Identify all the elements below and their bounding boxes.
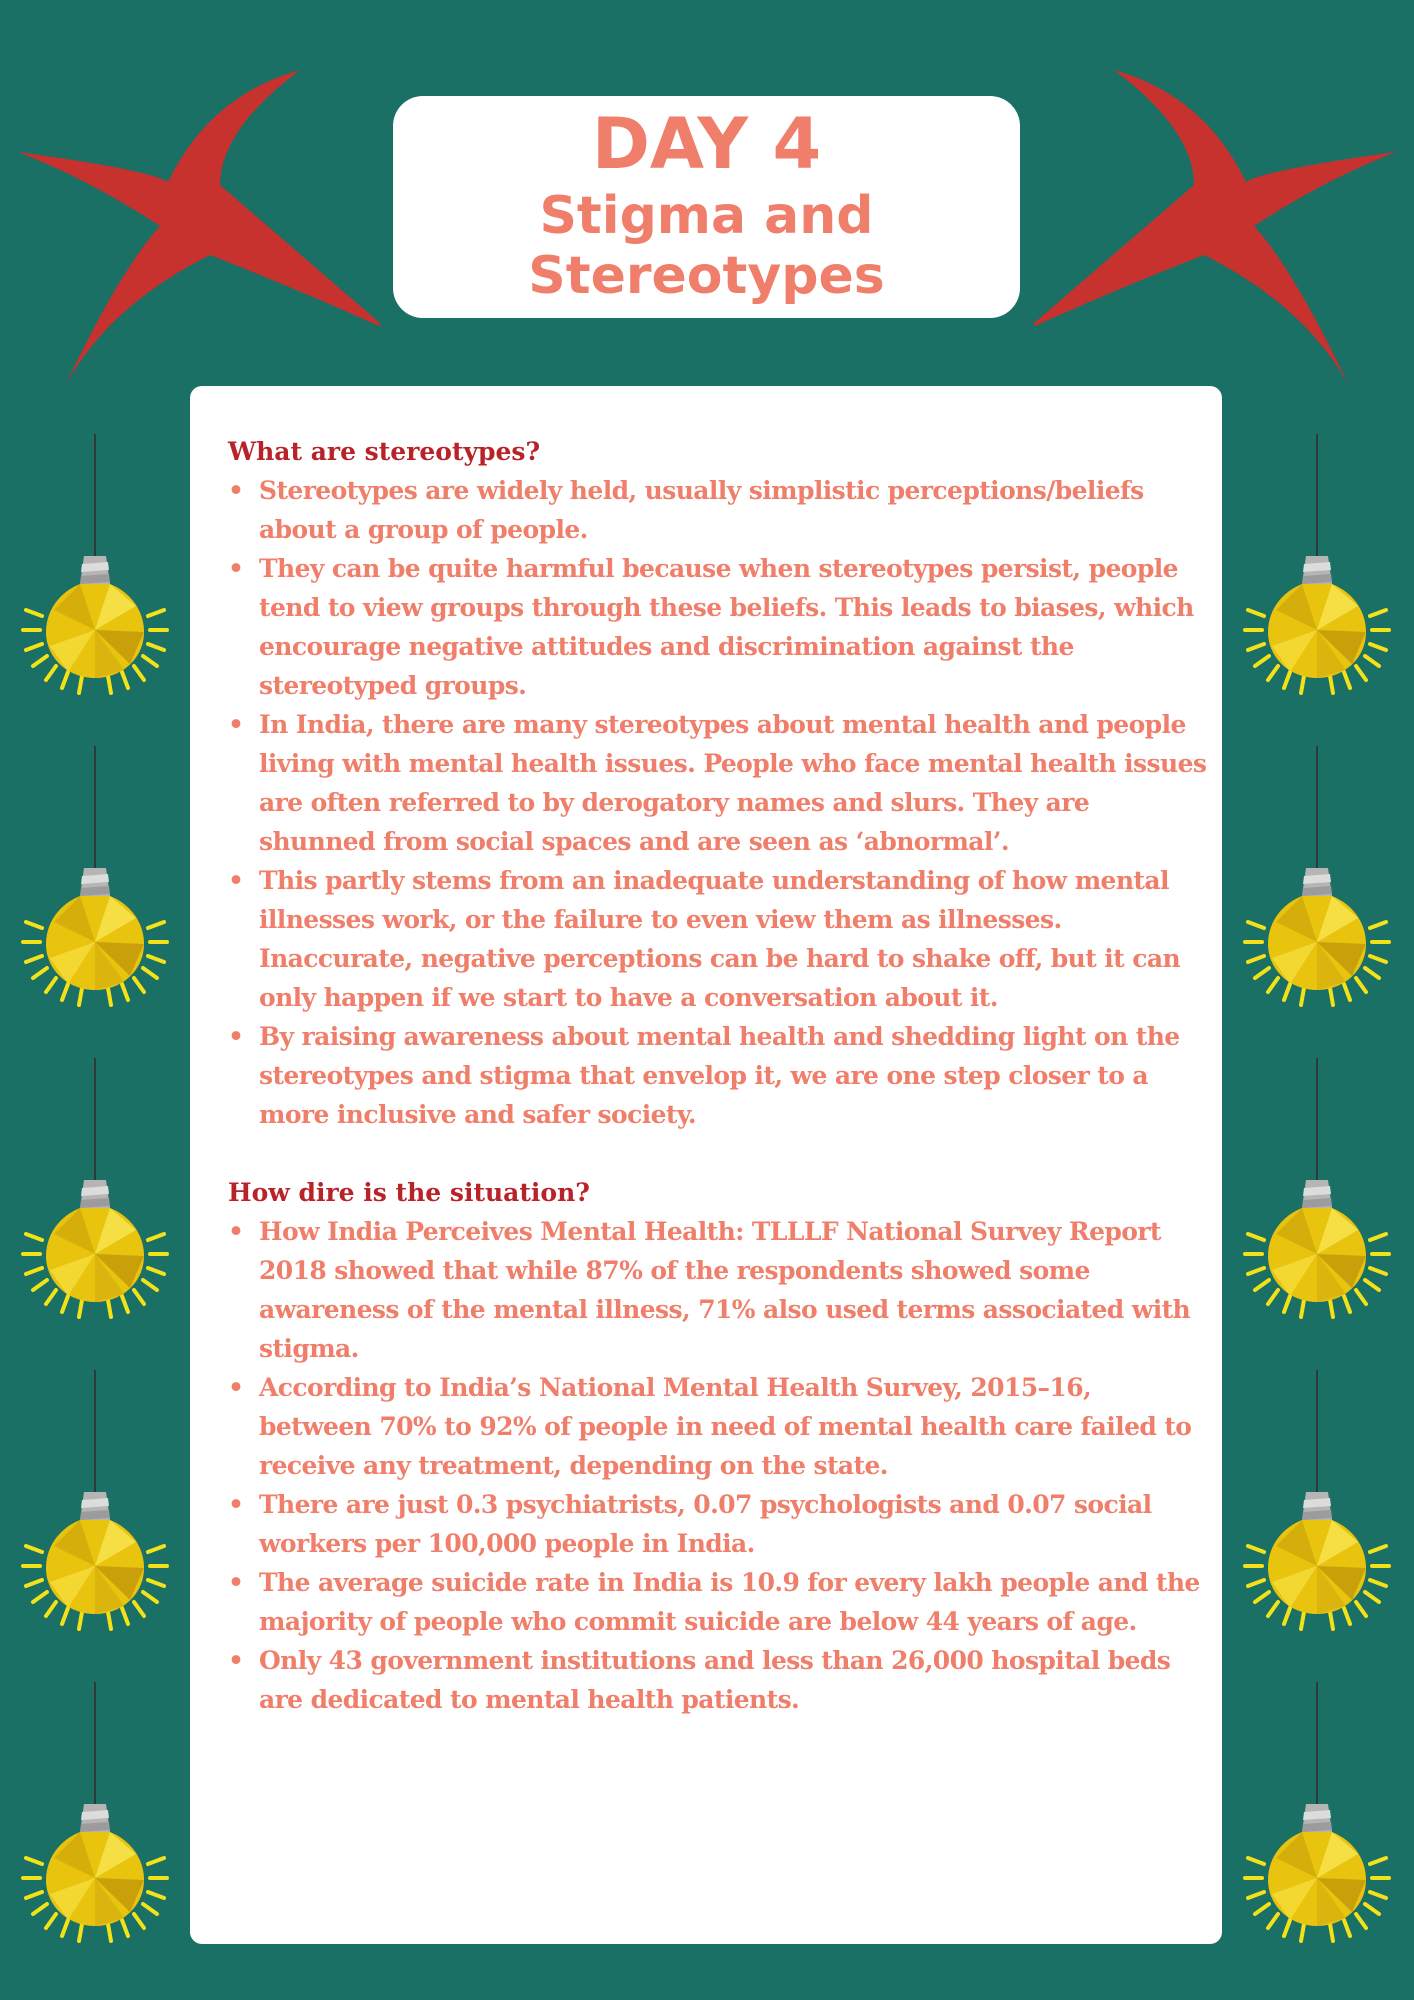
list-item: • There are just 0.3 psychiatrists, 0.07 psychologists and 0.07 social workers per 100,000 people in India.: [228, 1485, 1208, 1563]
light-bulb-icon: [1242, 1682, 1392, 1972]
list-item: • By raising awareness about mental health and shedding light on the stereotypes and stigma that envelop it, we are one step closer to a more inclusive and safer society.: [228, 1017, 1208, 1134]
list-item: • The average suicide rate in India is 10.9 for every lakh people and the majority of people who commit suicide are below 44 years of age.: [228, 1563, 1208, 1641]
light-bulb-icon: [1242, 1058, 1392, 1348]
light-bulb-icon: [20, 1370, 170, 1660]
day-title: DAY 4: [591, 103, 822, 185]
section-heading-stereotypes: What are stereotypes?: [228, 437, 541, 466]
list-item: • Stereotypes are widely held, usually simplistic perceptions/beliefs about a group of people.: [228, 471, 1208, 549]
list-item: • How India Perceives Mental Health: TLLLF National Survey Report 2018 showed that while 87% of the respondents showed some awareness of the mental illness, 71% also used terms associated with stigma.: [228, 1212, 1208, 1368]
light-bulb-icon: [1242, 746, 1392, 1036]
starfish-right-icon: [1034, 60, 1414, 390]
light-bulb-icon: [1242, 1370, 1392, 1660]
topic-title-line2: Stereotypes: [528, 246, 885, 306]
section-heading-situation: How dire is the situation?: [228, 1178, 590, 1207]
light-bulb-icon: [1242, 434, 1392, 724]
list-item: • Only 43 government institutions and less than 26,000 hospital beds are dedicated to mental health patients.: [228, 1641, 1208, 1719]
light-bulb-icon: [20, 1058, 170, 1348]
list-item: • According to India’s National Mental Health Survey, 2015–16, between 70% to 92% of people in need of mental health care failed to receive any treatment, depending on the state.: [228, 1368, 1208, 1485]
list-item: • In India, there are many stereotypes about mental health and people living with mental health issues. People who face mental health issues are often referred to by derogatory names and slurs. They are shunned from social spaces and are seen as ‘abnormal’.: [228, 705, 1208, 861]
title-card: [393, 96, 1020, 318]
situation-list: [228, 1212, 1208, 1719]
light-bulb-icon: [20, 434, 170, 724]
topic-title-line1: Stigma and: [539, 186, 874, 246]
list-item: • They can be quite harmful because when stereotypes persist, people tend to view groups through these beliefs. This leads to biases, which encourage negative attitudes and discrimination against the stereotyped groups.: [228, 549, 1208, 705]
list-item: • This partly stems from an inadequate understanding of how mental illnesses work, or the failure to even view them as illnesses. Inaccurate, negative perceptions can be hard to shake off, but it can only happen if we start to have a conversation about it.: [228, 861, 1208, 1017]
content-card: [190, 386, 1222, 1944]
starfish-left-icon: [0, 60, 380, 390]
light-bulb-icon: [20, 1682, 170, 1972]
light-bulb-icon: [20, 746, 170, 1036]
stereotypes-list: [228, 471, 1208, 1134]
